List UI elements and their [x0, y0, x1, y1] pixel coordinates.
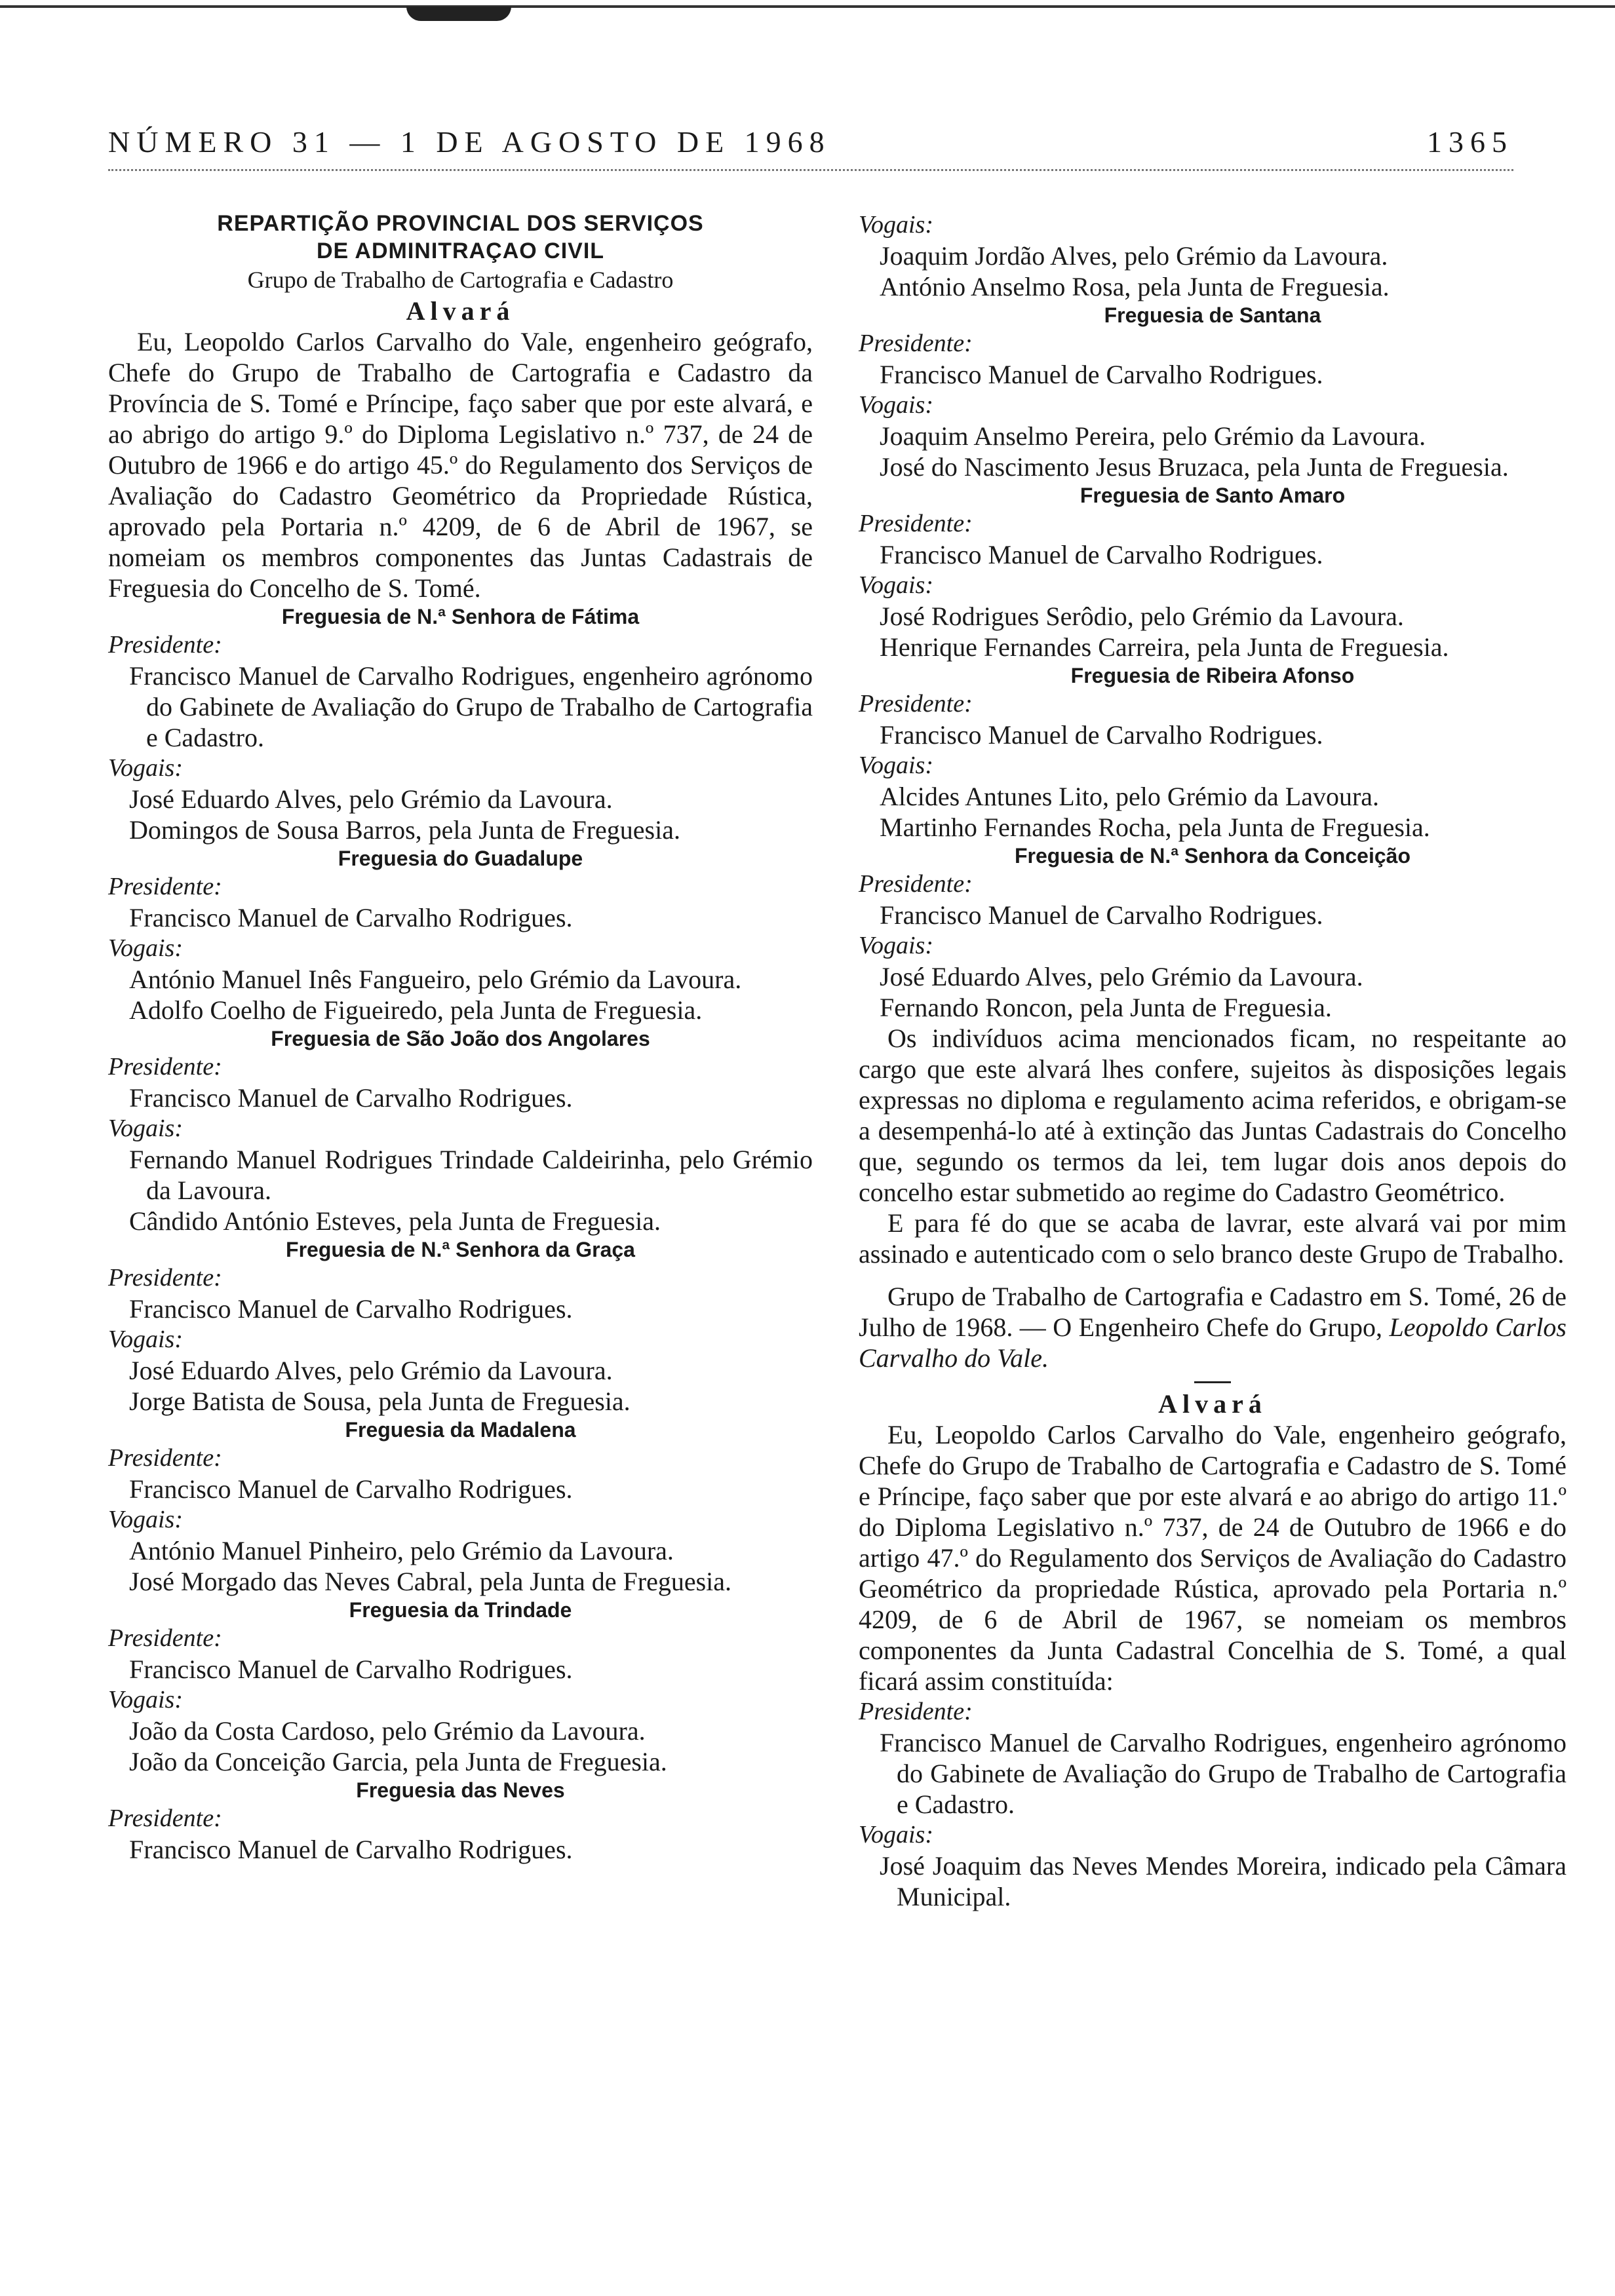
presidente-entry: Francisco Manuel de Carvalho Rodrigues.	[880, 720, 1323, 750]
presidente-label: Presidente:	[859, 330, 973, 357]
vogal-entry: José Eduardo Alves, pelo Grémio da Lavoura.	[880, 962, 1363, 991]
alvara-heading: Alvará	[406, 296, 515, 326]
presidente-entry: Francisco Manuel de Carvalho Rodrigues.	[129, 903, 573, 932]
vogais-label: Vogais:	[108, 754, 183, 782]
presidente-label: Presidente:	[108, 873, 222, 900]
vogais-label: Vogais:	[859, 752, 933, 779]
section-title: Freguesia das Neves	[356, 1778, 565, 1802]
presidente-label: Presidente:	[859, 510, 973, 537]
header-rule	[108, 169, 1513, 171]
presidente-label: Presidente:	[108, 1053, 222, 1081]
intro-paragraph: Eu, Leopoldo Carlos Carvalho do Vale, engenheiro geógrafo, Chefe do Grupo de Trabalho de Cartografia e Cadastro da Província de S. Tomé e Príncipe, faço saber que por este alvará, e ao abrigo do artigo 9.º do Diploma Legislativo n.º 737, de 24 de Outubro de 1966 e do artigo 45.º do Regulamento dos Serviços de Avaliação do Cadastro Geométrico da Propriedade Rústica, aprovado pela Portaria n.º 4209, de 6 de Abril de 1967, se nomeiam os membros componentes das Juntas Cadastrais de Freguesia do Concelho de S. Tomé.	[108, 327, 813, 603]
presidente-label: Presidente:	[859, 690, 973, 718]
vogal-entry: Fernando Manuel Rodrigues Trindade Caldeirinha, pelo Grémio da Lavoura.	[129, 1145, 813, 1205]
presidente-entry: Francisco Manuel de Carvalho Rodrigues, engenheiro agrónomo do Gabinete de Avaliação do Grupo de Trabalho de Cartografia e Cadastro.	[129, 661, 813, 752]
section-title: Freguesia de Santo Amaro	[1080, 484, 1346, 507]
group-title: Grupo de Trabalho de Cartografia e Cadastro	[247, 267, 674, 293]
vogal-entry: Domingos de Sousa Barros, pela Junta de Freguesia.	[129, 815, 680, 845]
presidente-entry: Francisco Manuel de Carvalho Rodrigues.	[880, 540, 1323, 569]
section-title: Freguesia da Madalena	[345, 1418, 576, 1442]
presidente-entry: Francisco Manuel de Carvalho Rodrigues.	[129, 1474, 573, 1504]
vogal-entry: António Manuel Inês Fangueiro, pelo Grémio da Lavoura.	[129, 965, 742, 994]
vogais-label: Vogais:	[859, 571, 933, 599]
vogais-label: Vogais:	[108, 1686, 183, 1713]
vogal-entry: José Joaquim das Neves Mendes Moreira, indicado pela Câmara Municipal.	[880, 1851, 1566, 1911]
vogais-label: Vogais:	[859, 211, 933, 239]
section-title: Freguesia da Trindade	[349, 1598, 572, 1622]
presidente-label: Presidente:	[108, 1264, 222, 1292]
presidente-label: Presidente:	[108, 1624, 222, 1652]
spacer	[859, 1269, 1566, 1281]
vogal-entry: António Manuel Pinheiro, pelo Grémio da Lavoura.	[129, 1536, 674, 1565]
vogal-entry: António Anselmo Rosa, pela Junta de Freguesia.	[880, 272, 1390, 301]
presidente-label: Presidente:	[859, 1698, 973, 1725]
vogais-label: Vogais:	[859, 932, 933, 959]
page-number: 1365	[1427, 124, 1513, 159]
section-title: Freguesia de Santana	[1104, 303, 1321, 327]
presidente-entry: Francisco Manuel de Carvalho Rodrigues.	[129, 1655, 573, 1684]
scan-artifact-mark	[406, 7, 511, 21]
vogal-entry: Martinho Fernandes Rocha, pela Junta de Freguesia.	[880, 813, 1430, 842]
section-title: Freguesia de N.ª Senhora de Fátima	[281, 605, 640, 628]
vogais-label: Vogais:	[108, 1326, 183, 1353]
vogal-entry: Jorge Batista de Sousa, pela Junta de Freguesia.	[129, 1387, 631, 1416]
vogal-entry: José Eduardo Alves, pelo Grémio da Lavoura.	[129, 1356, 613, 1385]
vogal-entry: Joaquim Jordão Alves, pelo Grémio da Lavoura.	[880, 241, 1388, 271]
presidente-label: Presidente:	[859, 870, 973, 898]
signature-text: Grupo de Trabalho de Cartografia e Cadastro em S. Tomé, 26 de Julho de 1968. — O Engenheiro Chefe do Grupo,	[859, 1282, 1566, 1342]
department-title-line2: DE ADMINITRAÇAO CIVIL	[316, 239, 605, 263]
presidente-label: Presidente:	[108, 1805, 222, 1832]
vogal-entry: Henrique Fernandes Carreira, pela Junta de Freguesia.	[880, 632, 1449, 662]
vogal-entry: Fernando Roncon, pela Junta de Freguesia.	[880, 993, 1332, 1022]
vogal-entry: José Rodrigues Serôdio, pelo Grémio da Lavoura.	[880, 602, 1404, 631]
vogal-entry: Joaquim Anselmo Pereira, pelo Grémio da Lavoura.	[880, 421, 1426, 451]
department-title-line1: REPARTIÇÃO PROVINCIAL DOS SERVIÇOS	[217, 211, 704, 236]
vogais-label: Vogais:	[108, 1115, 183, 1142]
issue-line: NÚMERO 31 — 1 DE AGOSTO DE 1968	[108, 124, 831, 159]
vogal-entry: Adolfo Coelho de Figueiredo, pela Junta de Freguesia.	[129, 995, 703, 1025]
presidente-label: Presidente:	[108, 1444, 222, 1472]
vogal-entry: José Eduardo Alves, pelo Grémio da Lavoura.	[129, 784, 613, 814]
separator-rule	[1194, 1381, 1231, 1383]
vogais-label: Vogais:	[859, 391, 933, 419]
presidente-entry: Francisco Manuel de Carvalho Rodrigues.	[129, 1083, 573, 1113]
presidente-entry: Francisco Manuel de Carvalho Rodrigues, engenheiro agrónomo do Gabinete de Avaliação do Grupo de Trabalho de Cartografia e Cadastro.	[880, 1728, 1566, 1819]
signatory-name: Leopoldo Carlos Carvalho do Vale.	[859, 1312, 1566, 1373]
vogal-entry: Alcides Antunes Lito, pelo Grémio da Lavoura.	[880, 782, 1380, 811]
vogais-label: Vogais:	[108, 1506, 183, 1533]
presidente-entry: Francisco Manuel de Carvalho Rodrigues.	[129, 1294, 573, 1324]
vogal-entry: João da Conceição Garcia, pela Junta de Freguesia.	[129, 1747, 667, 1776]
right-column	[859, 210, 1566, 1912]
section-title: Freguesia de Ribeira Afonso	[1070, 664, 1355, 687]
obligations-paragraph: Os indivíduos acima mencionados ficam, no respeitante ao cargo que este alvará lhes confere, sujeitos às disposições legais expressas no diploma e regulamento acima referidos, e obrigam-se a desempenhá-lo até à extinção das Juntas Cadastrais do Concelho que, segundo os termos da lei, tem lugar dois anos depois do concelho estar submetido ao regime do Cadastro Geométrico.	[859, 1024, 1566, 1207]
section-title: Freguesia de N.ª Senhora da Graça	[286, 1238, 635, 1261]
section-title: Freguesia do Guadalupe	[338, 847, 583, 870]
vogal-entry: José Morgado das Neves Cabral, pela Junta de Freguesia.	[129, 1567, 732, 1596]
intro-paragraph: Eu, Leopoldo Carlos Carvalho do Vale, engenheiro geógrafo, Chefe do Grupo de Trabalho de Cartografia e Cadastro de S. Tomé e Príncipe, faço saber que por este alvará e ao abrigo do artigo 11.º do Diploma Legislativo n.º 737, de 24 de Outubro de 1966 e do artigo 47.º do Regulamento dos Serviços de Avaliação do Cadastro Geométrico da propriedade Rústica, aprovado pela Portaria n.º 4209, de 6 de Abril de 1967, se nomeiam os membros componentes da Junta Cadastral Concelhia de S. Tomé, a qual ficará assim constituída:	[859, 1420, 1566, 1696]
vogais-label: Vogais:	[108, 934, 183, 962]
vogal-entry: Cândido António Esteves, pela Junta de Freguesia.	[129, 1206, 661, 1236]
presidente-entry: Francisco Manuel de Carvalho Rodrigues.	[129, 1835, 573, 1864]
authentication-paragraph: E para fé do que se acaba de lavrar, este alvará vai por mim assinado e autenticado com o selo branco deste Grupo de Trabalho.	[859, 1208, 1566, 1269]
left-column	[108, 210, 813, 1865]
scan-artifact-line	[0, 5, 1615, 8]
vogal-entry: João da Costa Cardoso, pelo Grémio da Lavoura.	[129, 1716, 646, 1746]
presidente-entry: Francisco Manuel de Carvalho Rodrigues.	[880, 900, 1323, 930]
vogais-label: Vogais:	[859, 1821, 933, 1848]
presidente-entry: Francisco Manuel de Carvalho Rodrigues.	[880, 360, 1323, 389]
vogal-entry: José do Nascimento Jesus Bruzaca, pela Junta de Freguesia.	[880, 452, 1509, 482]
presidente-label: Presidente:	[108, 631, 222, 659]
alvara-heading: Alvará	[1158, 1389, 1267, 1419]
section-title: Freguesia de N.ª Senhora da Conceição	[1014, 844, 1411, 868]
page-header	[108, 122, 1513, 161]
signature-paragraph	[859, 1281, 1566, 1373]
section-title: Freguesia de São João dos Angolares	[271, 1027, 650, 1050]
